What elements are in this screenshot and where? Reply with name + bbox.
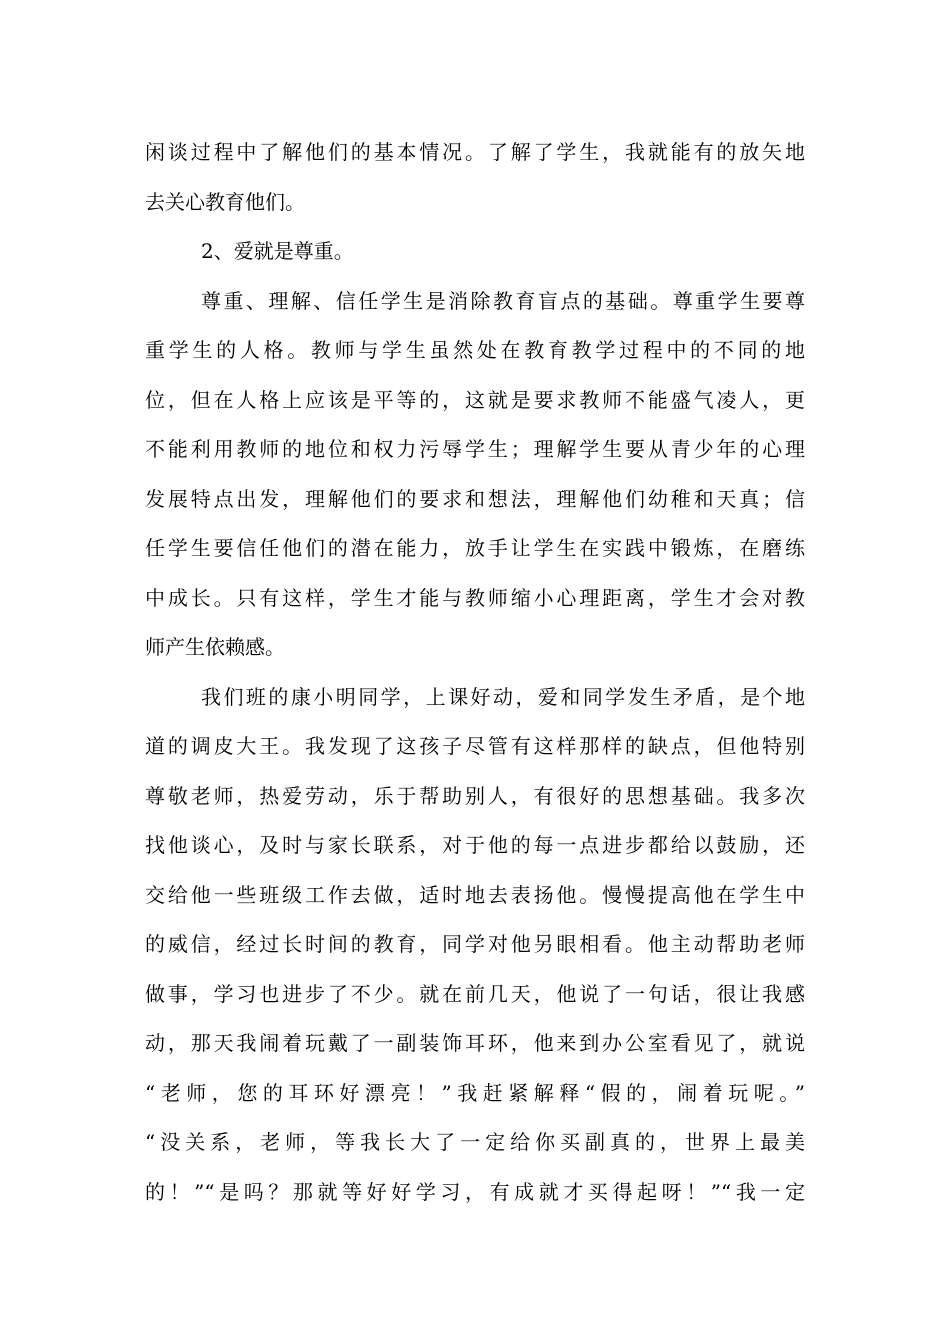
text-line: 做事，学习也进步了不少。就在前几天，他说了一句话，很让我感 [145,981,805,1006]
text-line: 尊敬老师，热爱劳动，乐于帮助别人，有很好的思想基础。我多次 [145,783,805,808]
text-line: 中成长。只有这样，学生才能与教师缩小心理距离，学生才会对教 [145,585,805,610]
text-line: 闲谈过程中了解他们的基本情况。了解了学生，我就能有的放矢地 [145,140,805,164]
text-line: 去关心教育他们。 [145,189,305,214]
section-heading: 2、爱就是尊重。 [201,239,354,263]
text-line: 尊重、理解、信任学生是消除教育盲点的基础。尊重学生要尊 [201,288,805,313]
text-line: 动，那天我闹着玩戴了一副装饰耳环，他来到办公室看见了，就说 [145,1031,805,1055]
text-line: 道的调皮大王。我发现了这孩子尽管有这样那样的缺点，但他特别 [145,734,805,758]
text-line: 重学生的人格。教师与学生虽然处在教育教学过程中的不同的地 [145,338,805,362]
text-line: 我们班的康小明同学，上课好动，爱和同学发生矛盾，是个地 [201,684,805,709]
text-line: 找他谈心，及时与家长联系，对于他的每一点进步都给以鼓励，还 [145,833,805,857]
text-line: “没关系，老师，等我长大了一定给你买副真的，世界上最美 [145,1130,805,1154]
text-line: “老师，您的耳环好漂亮！”我赶紧解释“假的，闹着玩呢。” [145,1080,805,1105]
text-line: 位，但在人格上应该是平等的，这就是要求教师不能盛气凌人，更 [145,387,805,412]
text-line: 不能利用教师的地位和权力污辱学生；理解学生要从青少年的心理 [145,437,805,461]
text-line: 的威信，经过长时间的教育，同学对他另眼相看。他主动帮助老师 [145,932,805,956]
body-text [145,128,805,1217]
text-line: 的！”“是吗？那就等好好学习，有成就才买得起呀！”“我一定 [145,1179,805,1204]
text-line: 师产生依赖感。 [145,635,285,659]
text-line: 发展特点出发，理解他们的要求和想法，理解他们幼稚和天真；信 [145,486,805,511]
text-line: 任学生要信任他们的潜在能力，放手让学生在实践中锻炼，在磨练 [145,536,805,560]
text-line: 交给他一些班级工作去做，适时地去表扬他。慢慢提高他在学生中 [145,882,805,907]
